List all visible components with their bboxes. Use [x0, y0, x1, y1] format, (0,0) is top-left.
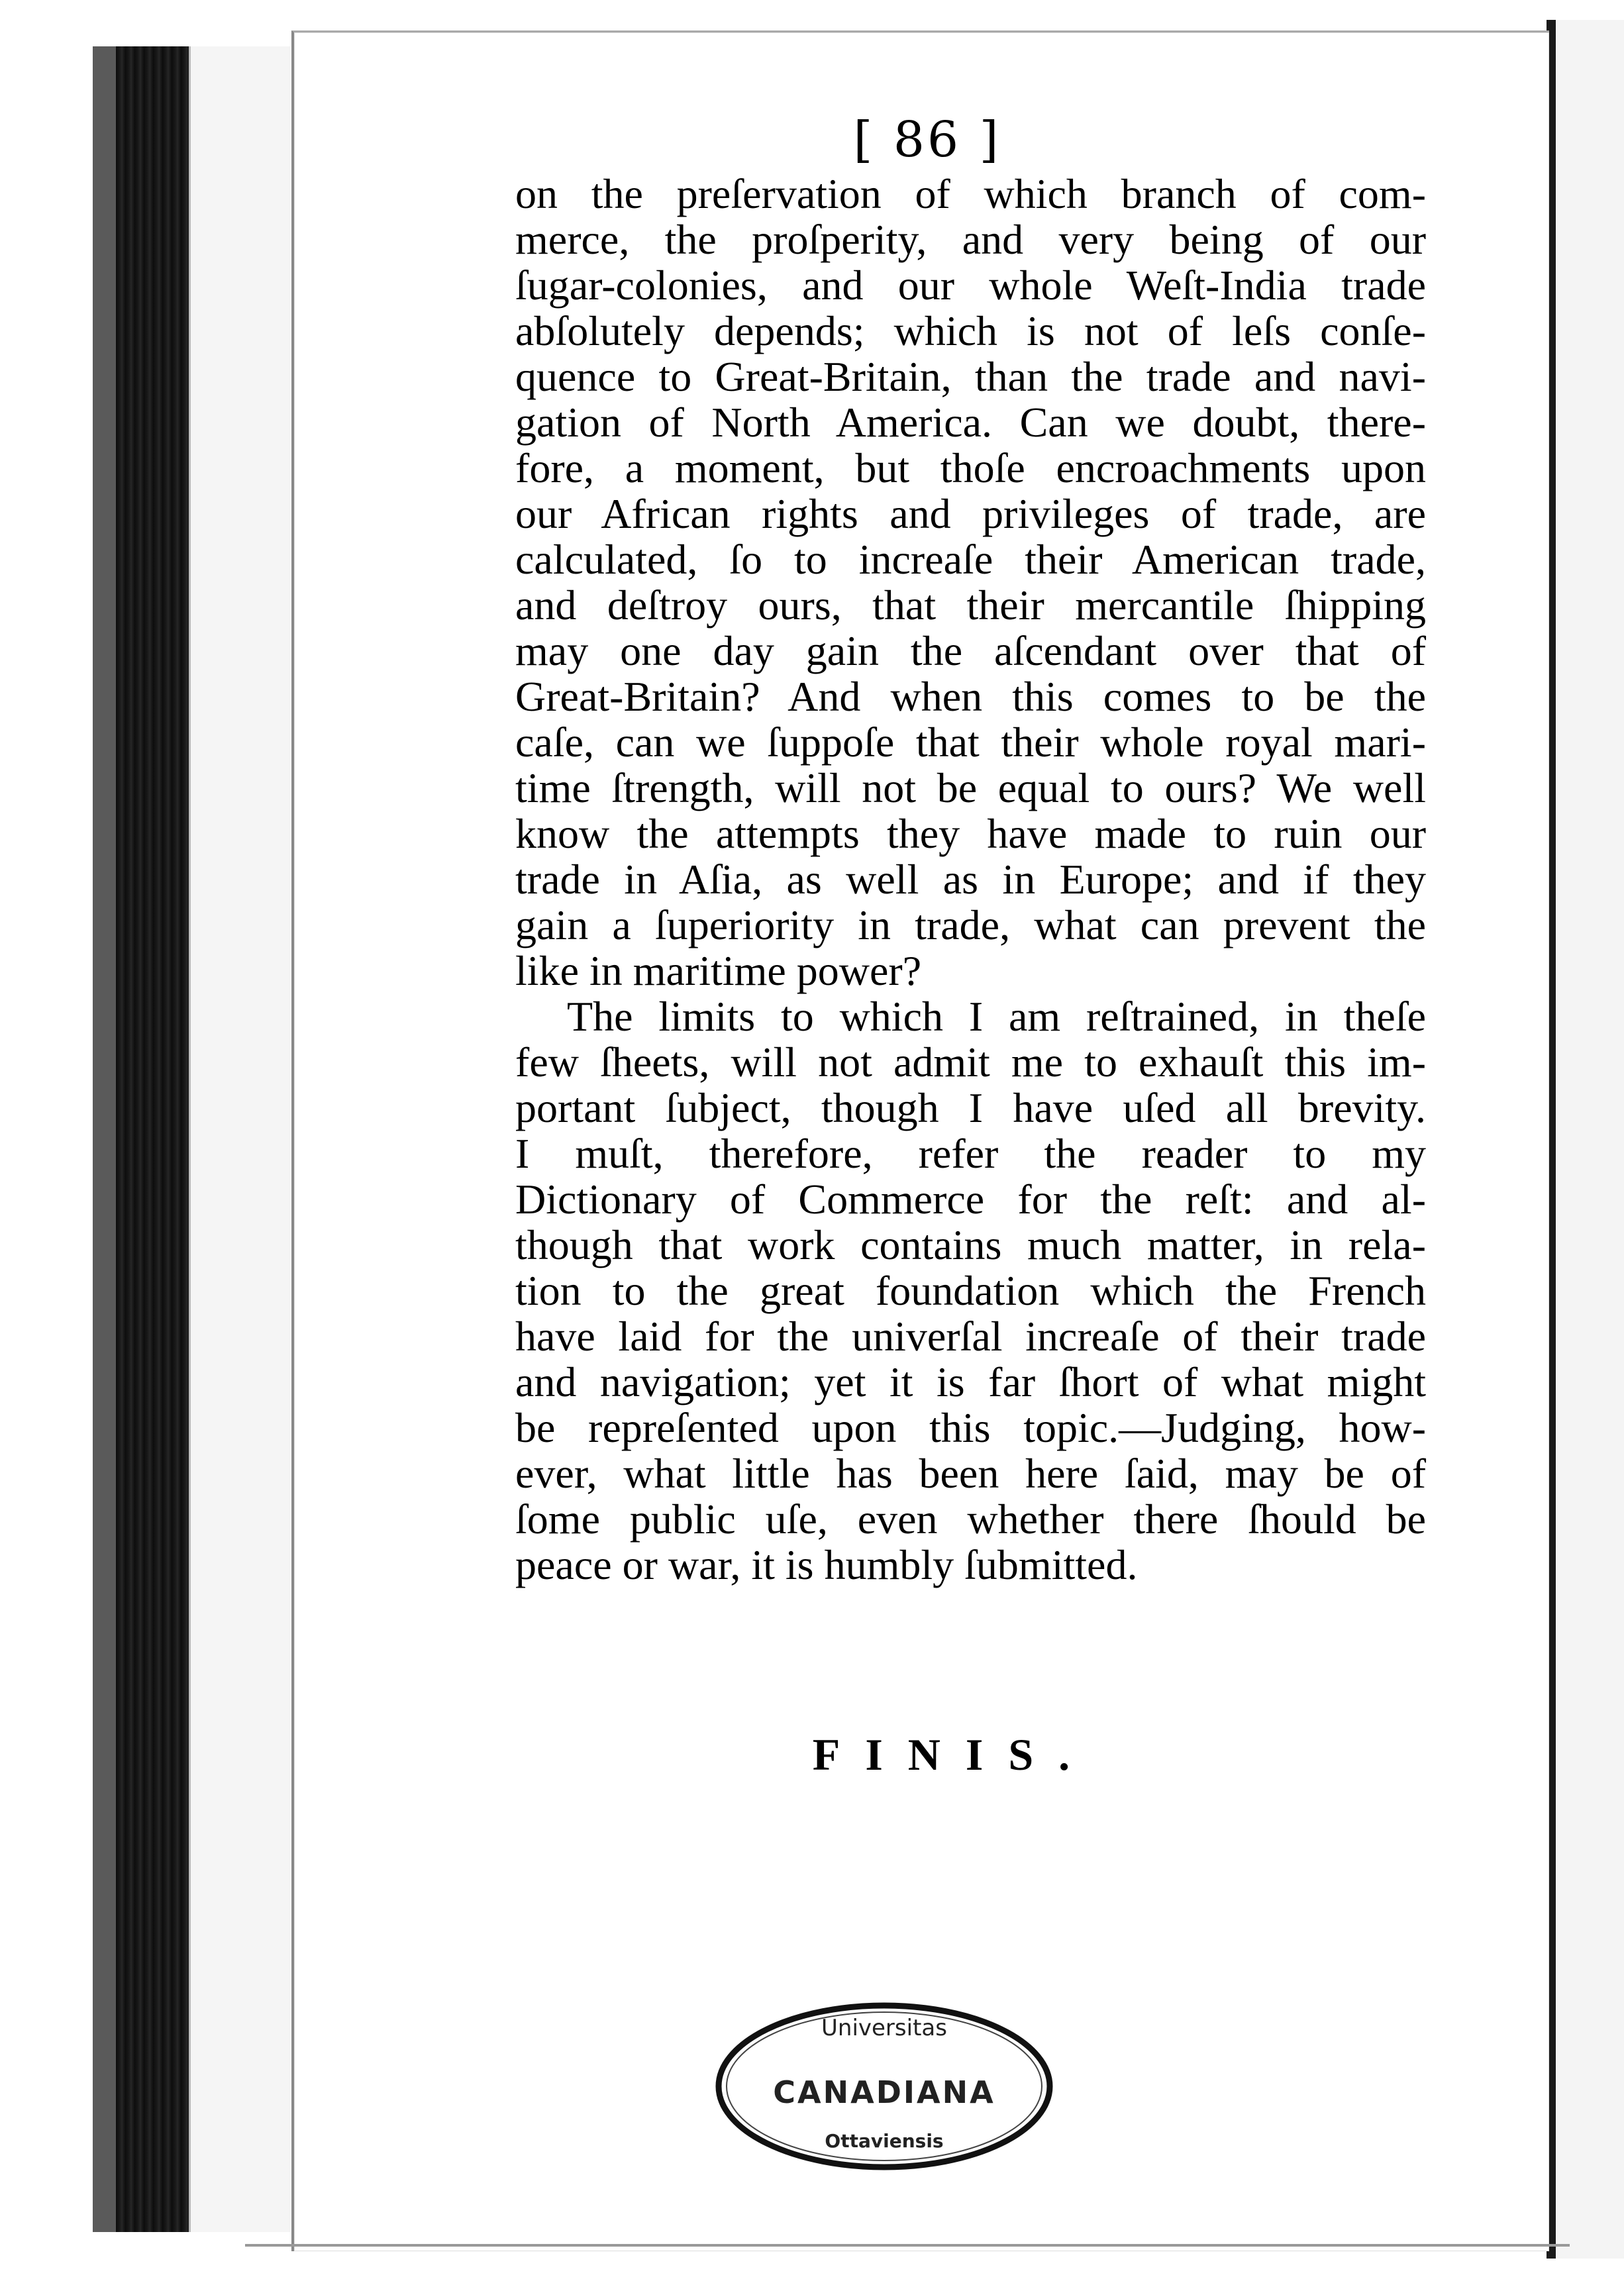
text-line: trade in Aſia, as well as in Europe; and if they [515, 856, 1426, 903]
text-line: gain a ſuperiority in trade, what can prevent the [515, 901, 1426, 948]
text-line: few ſheets, will not admit me to exhauſt this im- [515, 1039, 1426, 1086]
text-line: peace or war, it is humbly ſubmitted. [515, 1541, 1138, 1588]
text-line: calculated, ſo to increaſe their American trade, [515, 536, 1426, 583]
text-line: I muſt, therefore, refer the reader to my [515, 1130, 1426, 1177]
text-line: know the attempts they have made to ruin our [515, 810, 1426, 857]
text-line: and navigation; yet it is far ſhort of what might [515, 1358, 1426, 1405]
finis-heading: FINIS. [812, 1729, 1095, 1780]
text-line: time ſtrength, will not be equal to ours? We well [515, 764, 1426, 811]
page-fore-edge [189, 46, 290, 2232]
text-line: fore, a moment, but thoſe encroachments upon [515, 444, 1426, 491]
text-line: quence to Great-Britain, than the trade and navi- [515, 353, 1426, 400]
text-line: ſugar-colonies, and our whole Weſt-India trade [515, 262, 1426, 309]
text-line: like in maritime power? [515, 947, 922, 994]
text-line: though that work contains much matter, in rela- [515, 1221, 1426, 1268]
library-stamp [712, 2000, 1056, 2172]
text-line: Great-Britain? And when this comes to be the [515, 673, 1426, 720]
page-bottom-edge [245, 2244, 1570, 2247]
text-line: ſome public uſe, even whether there ſhould be [515, 1496, 1426, 1543]
text-line: Dictionary of Commerce for the reſt: and al- [515, 1176, 1426, 1223]
body-text [515, 171, 1426, 1588]
text-line: abſolutely depends; which is not of leſs conſe- [515, 307, 1426, 354]
text-line: on the preſervation of which branch of com- [515, 170, 1426, 217]
facing-page [1556, 20, 1624, 2259]
text-line: may one day gain the aſcendant over that of [515, 627, 1426, 674]
text-line: have laid for the univerſal increaſe of their trade [515, 1313, 1426, 1360]
text-line: caſe, can we ſuppoſe that their whole royal mari- [515, 719, 1426, 766]
text-line: and deſtroy ours, that their mercantile ſhipping [515, 582, 1426, 629]
stamp-text-middle: CANADIANA [773, 2074, 995, 2110]
text-line: ever, what little has been here ſaid, may be of [515, 1450, 1426, 1497]
paragraph-start-line: The limits to which I am reſtrained, in theſe [567, 993, 1426, 1040]
text-line: be repreſented upon this topic.—Judging, how- [515, 1404, 1426, 1451]
book-binding [116, 46, 189, 2232]
stamp-text-top: Universitas [821, 2015, 947, 2041]
text-line: gation of North America. Can we doubt, there- [515, 399, 1426, 446]
text-line: merce, the proſperity, and very being of our [515, 216, 1426, 263]
text-line: portant ſubject, though I have uſed all brevity. [515, 1084, 1426, 1131]
book-edge [93, 46, 119, 2232]
text-line: our African rights and privileges of trade, are [515, 490, 1426, 537]
text-line: tion to the great foundation which the French [515, 1267, 1426, 1314]
page-number: [ 86 ] [853, 111, 1001, 168]
stamp-text-bottom: Ottaviensis [825, 2130, 944, 2152]
